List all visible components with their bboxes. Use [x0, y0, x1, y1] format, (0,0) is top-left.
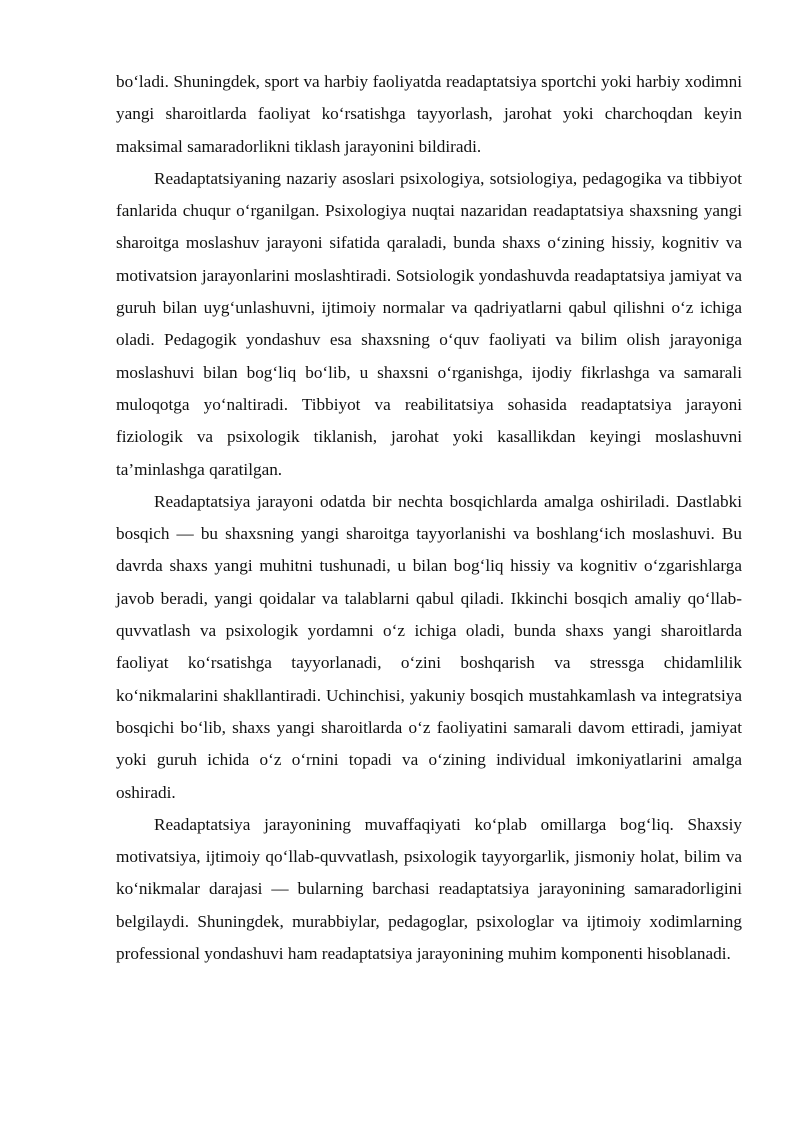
paragraph-theoretical-foundations: Readaptatsiyaning nazariy asoslari psixologiya, sotsiologiya, pedagogika va tibbiyot fanlarida chuqur o‘rganilgan. Psixologiya nuqtai nazaridan readaptatsiya shaxsning yangi sharoitga moslashuv jarayoni sifatida qaraladi, bunda shaxs o‘zining hissiy, kognitiv va motivatsion jarayonlarini moslashtiradi. Sotsiologik yondashuvda readaptatsiya jamiyat va guruh bilan uyg‘unlashuvni, ijtimoiy normalar va qadriyatlarni qabul qilishni o‘z ichiga oladi. Pedagogik yondashuv esa shaxsning o‘quv faoliyati va bilim olish jarayoniga moslashuvi bilan bog‘liq bo‘lib, u shaxsni o‘rganishga, ijodiy fikrlashga va samarali muloqotga yo‘naltiradi. Tibbiyot va reabilitatsiya sohasida readaptatsiya jarayoni fiziologik va psixologik tiklanish, jarohat yoki kasallikdan keyingi moslashuvni ta’minlashga qaratilgan. [116, 168, 742, 479]
paragraph-readaptation-stages: Readaptatsiya jarayoni odatda bir nechta bosqichlarda amalga oshiriladi. Dastlabki bosqich — bu shaxsning yangi sharoitga tayyorlanishi va boshlang‘ich moslashuvi. Bu davrda shaxs yangi muhitni tushunadi, u bilan bog‘liq hissiy va kognitiv o‘zgarishlarga javob beradi, yangi qoidalar va talablarni qabul qiladi. Ikkinchi bosqich amaliy qo‘llab-quvvatlash va psixologik yordamni o‘z ichiga oladi, bunda shaxs yangi sharoitlarda faoliyat ko‘rsatishga tayyorlanadi, o‘zini boshqarish va stressga chidamlilik ko‘nikmalarini shakllantiradi. Uchinchisi, yakuniy bosqich mustahkamlash va integratsiya bosqichi bo‘lib, shaxs yangi sharoitlarda o‘z faoliyatini samarali davom ettiradi, jamiyat yoki guruh ichida o‘z o‘rnini topadi va o‘zining individual imkoniyatlarini amalga oshiradi. [116, 491, 742, 802]
document-page [116, 66, 742, 970]
paragraph-continuation: bo‘ladi. Shuningdek, sport va harbiy faoliyatda readaptatsiya sportchi yoki harbiy xodimni yangi sharoitlarda faoliyat ko‘rsatishga tayyorlash, jarohat yoki charchoqdan keyin maksimal samaradorlikni tiklash jarayonini bildiradi. [116, 72, 742, 156]
paragraph-success-factors: Readaptatsiya jarayonining muvaffaqiyati ko‘plab omillarga bog‘liq. Shaxsiy motivatsiya, ijtimoiy qo‘llab-quvvatlash, psixologik tayyorgarlik, jismoniy holat, bilim va ko‘nikmalar darajasi — bularning barchasi readaptatsiya jarayonining samaradorligini belgilaydi. Shuningdek, murabbiylar, pedagoglar, psixologlar va ijtimoiy xodimlarning professional yondashuvi ham readaptatsiya jarayonining muhim komponenti hisoblanadi. [116, 814, 742, 964]
